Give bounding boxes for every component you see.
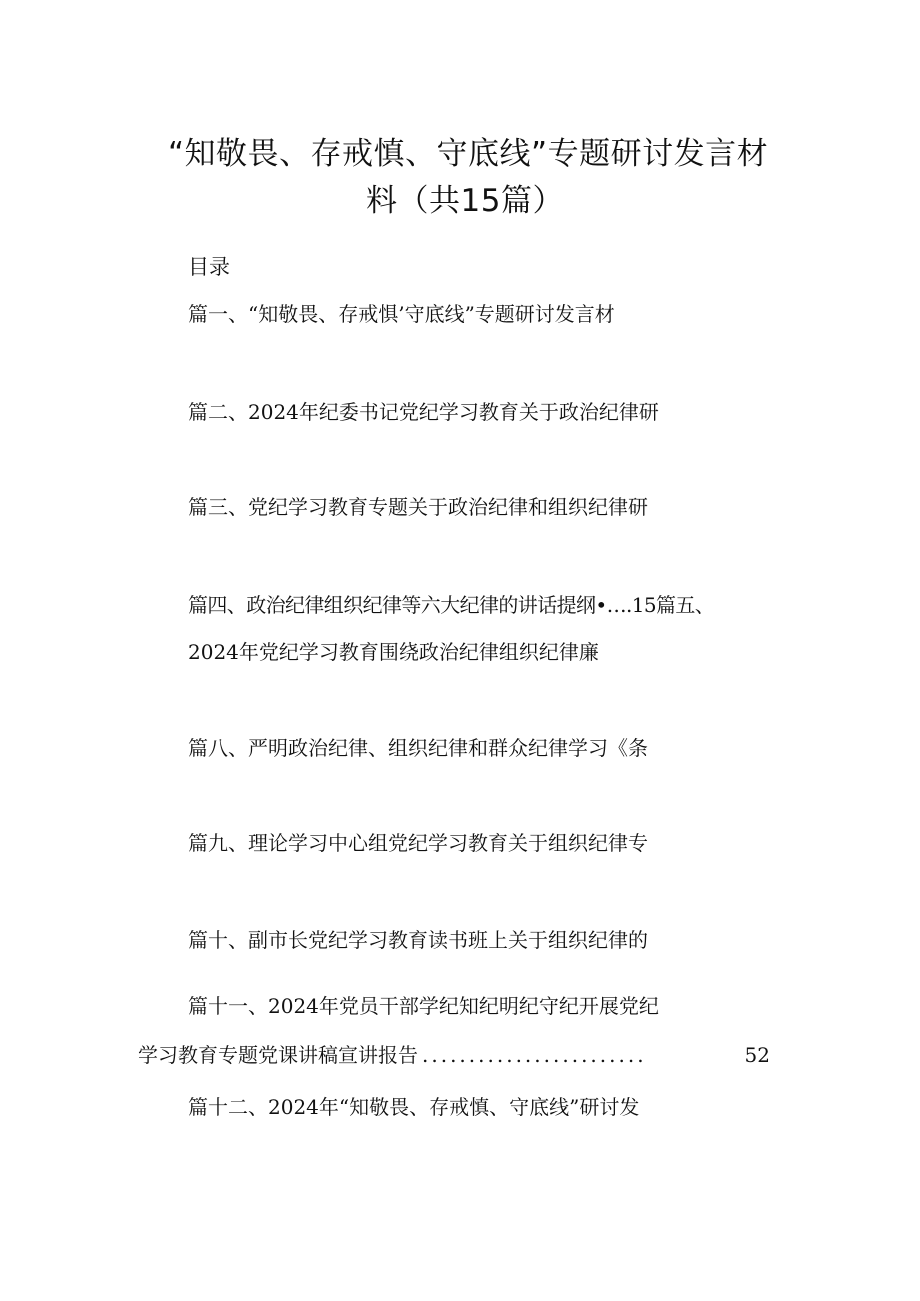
- document-title-line-1: “知敬畏、存戒慎、守底线”专题研讨发言材: [168, 136, 769, 172]
- toc-entry: 篇八、严明政治纪律、组织纪律和群众纪律学习《条: [188, 736, 648, 760]
- toc-entry: 篇十、副市长党纪学习教育读书班上关于组织纪律的: [188, 928, 648, 952]
- toc-entry: 篇二、2024年纪委书记党纪学习教育关于政治纪律研: [188, 400, 659, 424]
- toc-entry-with-page: [138, 1045, 770, 1065]
- toc-entry: 篇十二、2024年“知敬畏、存戒慎、守底线”研讨发: [188, 1095, 640, 1119]
- toc-entry: 篇三、党纪学习教育专题关于政治纪律和组织纪律研: [188, 495, 648, 519]
- document-title-line-2: 料（共15篇）: [366, 183, 564, 219]
- toc-entry: 篇九、理论学习中心组党纪学习教育关于组织纪律专: [188, 831, 648, 855]
- toc-page-number: 52: [744, 1043, 770, 1067]
- toc-entry: 篇十一、2024年党员干部学纪知纪明纪守纪开展党纪: [188, 994, 659, 1018]
- toc-entry: 篇一、“知敬畏、存戒惧’守底线”专题研讨发言材: [188, 302, 615, 326]
- toc-entry: 篇四、政治纪律组织纪律等六大纪律的讲话提纲•….15篇五、: [188, 593, 715, 617]
- toc-leader-dots: ........................: [422, 1045, 647, 1065]
- toc-entry-text: 学习教育专题党课讲稿宣讲报告: [138, 1043, 418, 1067]
- toc-entry-continuation: 2024年党纪学习教育围绕政治纪律组织纪律廉: [188, 640, 599, 664]
- toc-heading: 目录: [188, 255, 230, 279]
